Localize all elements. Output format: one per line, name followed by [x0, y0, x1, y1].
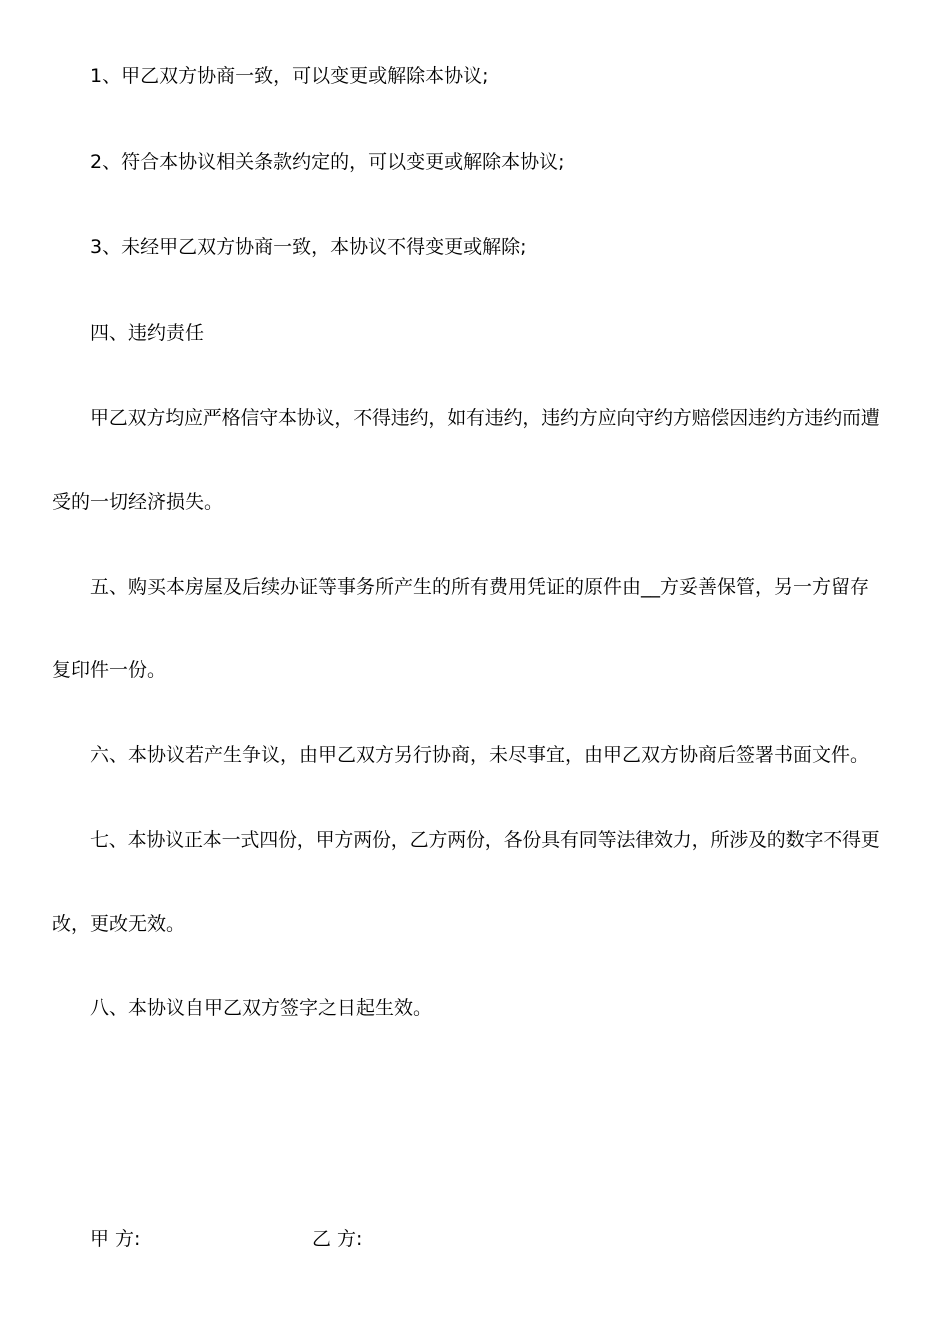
clause-breach-line-2: 受的一切经济损失。: [52, 491, 224, 513]
party-b-signature-label: 乙 方:: [312, 1228, 363, 1250]
clause-change-2: 2、符合本协议相关条款约定的，可以变更或解除本协议;: [90, 151, 565, 173]
clause-seven-line-1: 七、本协议正本一式四份，甲方两份，乙方两份，各份具有同等法律效力，所涉及的数字不得更: [90, 829, 880, 851]
clause-breach-line-1: 甲乙双方均应严格信守本协议，不得违约，如有违约，违约方应向守约方赔偿因违约方违约而遭: [90, 407, 880, 429]
clause-seven-line-2: 改，更改无效。: [52, 913, 186, 935]
clause-six: 六、本协议若产生争议，由甲乙双方另行协商，未尽事宜，由甲乙双方协商后签署书面文件。: [90, 744, 870, 766]
clause-change-1: 1、甲乙双方协商一致，可以变更或解除本协议;: [90, 65, 489, 87]
clause-change-3: 3、未经甲乙双方协商一致，本协议不得变更或解除;: [90, 236, 527, 258]
clause-eight: 八、本协议自甲乙双方签字之日起生效。: [90, 997, 433, 1019]
party-a-signature-label: 甲 方:: [90, 1228, 141, 1250]
section-heading-breach: 四、违约责任: [90, 322, 205, 344]
clause-five-line-1: 五、购买本房屋及后续办证等事务所产生的所有费用凭证的原件由__方妥善保管，另一方留存: [90, 576, 870, 598]
clause-five-line-2: 复印件一份。: [52, 659, 167, 681]
